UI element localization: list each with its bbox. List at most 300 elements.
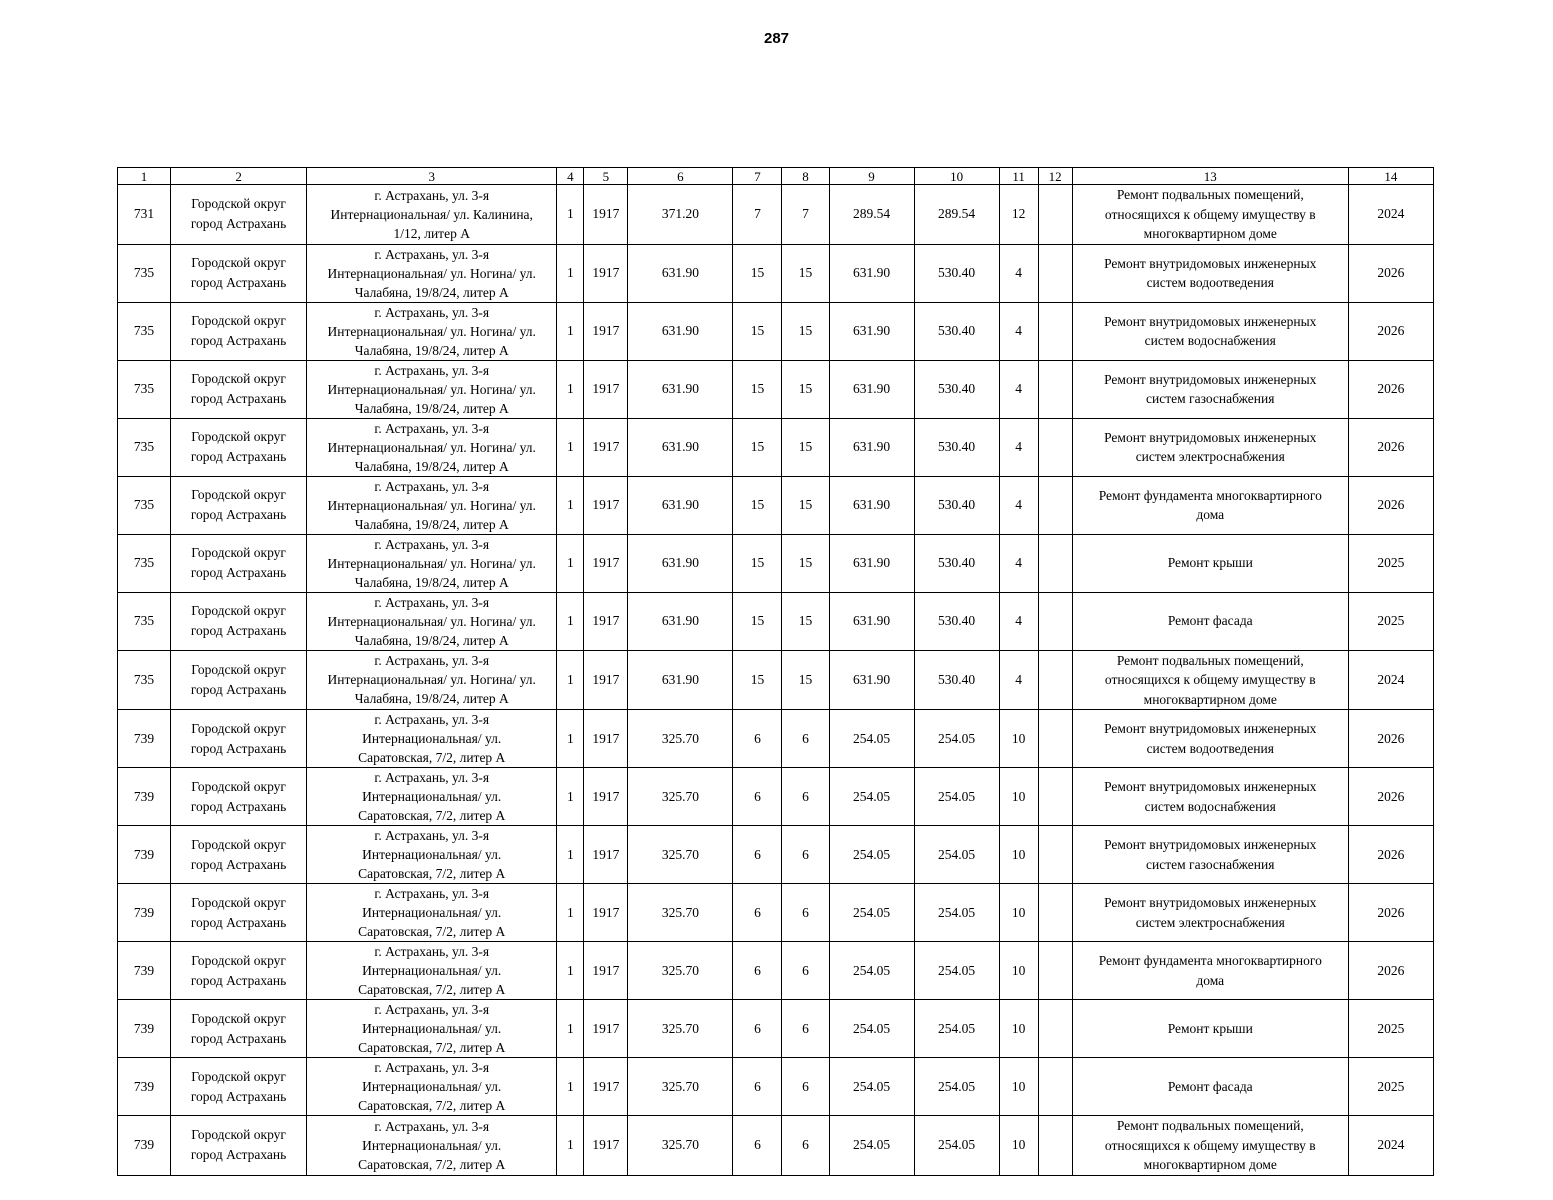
table-row bbox=[118, 1058, 1434, 1116]
cell-number: 739 bbox=[118, 768, 171, 826]
cell-text-line: Городской округ bbox=[191, 952, 286, 968]
cell-col-11: 12 bbox=[999, 185, 1038, 245]
cell-text-line: Ремонт внутридомовых инженерных bbox=[1104, 721, 1317, 736]
cell-text-line: г. Астрахань, ул. 3-я bbox=[374, 1002, 490, 1017]
cell-text-line: Городской округ bbox=[191, 1068, 286, 1084]
cell-col-10: 254.05 bbox=[914, 710, 999, 768]
cell-text-line: относящихся к общему имуществу в bbox=[1104, 206, 1316, 222]
cell-municipality bbox=[171, 1000, 307, 1058]
cell-text-line: Ремонт подвальных помещений, bbox=[1116, 652, 1304, 668]
cell-col-10: 530.40 bbox=[914, 534, 999, 592]
cell-year: 1917 bbox=[584, 476, 628, 534]
cell-text-line: систем водоотведения bbox=[1146, 740, 1274, 756]
cell-area-total: 325.70 bbox=[628, 768, 733, 826]
cell-col-8: 15 bbox=[782, 418, 829, 476]
cell-text-line: систем электроснабжения bbox=[1135, 449, 1285, 464]
cell-municipality bbox=[171, 826, 307, 884]
cell-col-7: 6 bbox=[733, 768, 782, 826]
cell-period: 2026 bbox=[1348, 302, 1433, 360]
cell-col-12 bbox=[1038, 534, 1072, 592]
cell-col-10: 254.05 bbox=[914, 884, 999, 942]
cell-text-line: 1/12, литер А bbox=[393, 225, 470, 241]
cell-col-7: 6 bbox=[733, 1000, 782, 1058]
cell-col-12 bbox=[1038, 244, 1072, 302]
cell-text-line: Ремонт внутридомовых инженерных bbox=[1104, 429, 1317, 445]
cell-area-total: 325.70 bbox=[628, 884, 733, 942]
cell-text-line: Интернациональная/ ул. Ногина/ ул. bbox=[327, 555, 536, 571]
cell-text-line: систем газоснабжения bbox=[1146, 391, 1275, 406]
cell-text-line: Чалабяна, 19/8/24, литер А bbox=[354, 458, 509, 474]
cell-work-type bbox=[1072, 884, 1348, 942]
cell-col-8: 7 bbox=[782, 185, 829, 245]
cell-text-line: Интернациональная/ ул. Калинина, bbox=[330, 206, 533, 222]
cell-year: 1917 bbox=[584, 534, 628, 592]
cell-col-11: 4 bbox=[999, 592, 1038, 650]
cell-address bbox=[307, 244, 557, 302]
cell-period: 2025 bbox=[1348, 592, 1433, 650]
cell-number: 735 bbox=[118, 302, 171, 360]
cell-text-line: дома bbox=[1196, 507, 1225, 522]
cell-col-11: 4 bbox=[999, 418, 1038, 476]
cell-text-line: город Астрахань bbox=[190, 798, 287, 814]
table-row bbox=[118, 1116, 1434, 1176]
cell-col-4: 1 bbox=[557, 650, 584, 710]
cell-text-line: Ремонт внутридомовых инженерных bbox=[1104, 779, 1317, 794]
cell-text-line: г. Астрахань, ул. 3-я bbox=[374, 1060, 490, 1075]
cell-number: 735 bbox=[118, 534, 171, 592]
cell-col-12 bbox=[1038, 768, 1072, 826]
cell-text-line: относящихся к общему имуществу в bbox=[1104, 1137, 1316, 1153]
cell-col-11: 10 bbox=[999, 1000, 1038, 1058]
cell-text-line: Интернациональная/ ул. bbox=[362, 731, 502, 746]
cell-col-9: 254.05 bbox=[829, 1058, 914, 1116]
cell-text-line: Ремонт подвальных помещений, bbox=[1116, 187, 1304, 202]
cell-col-8: 15 bbox=[782, 476, 829, 534]
cell-year: 1917 bbox=[584, 185, 628, 245]
cell-col-10: 530.40 bbox=[914, 418, 999, 476]
cell-number: 735 bbox=[118, 418, 171, 476]
cell-address bbox=[307, 418, 557, 476]
cell-text-line: Чалабяна, 19/8/24, литер А bbox=[354, 284, 509, 300]
cell-work-type bbox=[1072, 534, 1348, 592]
column-header: 9 bbox=[829, 168, 914, 185]
cell-number: 735 bbox=[118, 592, 171, 650]
cell-municipality bbox=[171, 302, 307, 360]
table-row bbox=[118, 942, 1434, 1000]
cell-col-11: 4 bbox=[999, 302, 1038, 360]
cell-text-line: г. Астрахань, ул. 3-я bbox=[374, 944, 490, 959]
cell-period: 2026 bbox=[1348, 244, 1433, 302]
cell-address bbox=[307, 942, 557, 1000]
cell-text-line: Городской округ bbox=[191, 487, 286, 502]
cell-area-total: 631.90 bbox=[628, 476, 733, 534]
cell-period: 2025 bbox=[1348, 1000, 1433, 1058]
cell-year: 1917 bbox=[584, 826, 628, 884]
cell-text-line: Интернациональная/ ул. bbox=[362, 1021, 502, 1036]
cell-col-10: 530.40 bbox=[914, 476, 999, 534]
cell-text-line: относящихся к общему имуществу в bbox=[1104, 672, 1316, 687]
cell-col-8: 6 bbox=[782, 768, 829, 826]
cell-col-4: 1 bbox=[557, 185, 584, 245]
cell-col-11: 4 bbox=[999, 360, 1038, 418]
cell-col-7: 6 bbox=[733, 710, 782, 768]
cell-address bbox=[307, 476, 557, 534]
cell-number: 735 bbox=[118, 650, 171, 710]
cell-municipality bbox=[171, 768, 307, 826]
cell-work-type bbox=[1072, 710, 1348, 768]
cell-work-type bbox=[1072, 1058, 1348, 1116]
cell-work-type bbox=[1072, 185, 1348, 245]
cell-text-line: Ремонт внутридомовых инженерных bbox=[1104, 837, 1317, 852]
cell-col-7: 15 bbox=[733, 302, 782, 360]
cell-col-8: 6 bbox=[782, 1058, 829, 1116]
cell-municipality bbox=[171, 942, 307, 1000]
cell-municipality bbox=[171, 476, 307, 534]
cell-col-4: 1 bbox=[557, 942, 584, 1000]
cell-area-total: 325.70 bbox=[628, 826, 733, 884]
cell-col-9: 631.90 bbox=[829, 244, 914, 302]
cell-municipality bbox=[171, 1116, 307, 1176]
cell-text-line: город Астрахань bbox=[190, 333, 287, 348]
cell-col-7: 15 bbox=[733, 360, 782, 418]
cell-text-line: Интернациональная/ ул. bbox=[362, 1079, 502, 1094]
cell-text-line: Городской округ bbox=[191, 1010, 286, 1026]
cell-year: 1917 bbox=[584, 710, 628, 768]
cell-municipality bbox=[171, 1058, 307, 1116]
cell-text-line: г. Астрахань, ул. 3-я bbox=[374, 420, 490, 436]
cell-text-line: г. Астрахань, ул. 3-я bbox=[374, 362, 490, 378]
cell-municipality bbox=[171, 185, 307, 245]
cell-col-11: 4 bbox=[999, 476, 1038, 534]
cell-year: 1917 bbox=[584, 650, 628, 710]
column-header: 2 bbox=[171, 168, 307, 185]
cell-col-8: 6 bbox=[782, 884, 829, 942]
table-row bbox=[118, 360, 1434, 418]
cell-address bbox=[307, 884, 557, 942]
cell-period: 2026 bbox=[1348, 360, 1433, 418]
cell-address bbox=[307, 826, 557, 884]
cell-period: 2026 bbox=[1348, 418, 1433, 476]
cell-col-8: 15 bbox=[782, 244, 829, 302]
cell-year: 1917 bbox=[584, 592, 628, 650]
column-header: 5 bbox=[584, 168, 628, 185]
cell-text-line: г. Астрахань, ул. 3-я bbox=[374, 304, 490, 320]
cell-col-12 bbox=[1038, 302, 1072, 360]
cell-col-7: 15 bbox=[733, 650, 782, 710]
cell-col-4: 1 bbox=[557, 884, 584, 942]
cell-col-8: 15 bbox=[782, 302, 829, 360]
cell-text-line: Городской округ bbox=[191, 196, 286, 212]
cell-col-7: 6 bbox=[733, 826, 782, 884]
cell-number: 739 bbox=[118, 1058, 171, 1116]
cell-area-total: 631.90 bbox=[628, 592, 733, 650]
column-header: 13 bbox=[1072, 168, 1348, 185]
cell-col-9: 631.90 bbox=[829, 592, 914, 650]
cell-col-9: 631.90 bbox=[829, 476, 914, 534]
cell-col-11: 10 bbox=[999, 1058, 1038, 1116]
cell-work-type bbox=[1072, 418, 1348, 476]
cell-col-12 bbox=[1038, 826, 1072, 884]
cell-text-line: Чалабяна, 19/8/24, литер А bbox=[354, 632, 509, 648]
cell-period: 2024 bbox=[1348, 650, 1433, 710]
cell-text-line: Городской округ bbox=[191, 255, 286, 270]
cell-text-line: Саратовская, 7/2, литер А bbox=[358, 808, 506, 823]
cell-text-line: Интернациональная/ ул. Ногина/ ул. bbox=[327, 323, 536, 339]
cell-text-line: Ремонт подвальных помещений, bbox=[1116, 1118, 1304, 1133]
cell-col-11: 4 bbox=[999, 534, 1038, 592]
column-number-row bbox=[118, 168, 1434, 185]
cell-year: 1917 bbox=[584, 768, 628, 826]
cell-work-type bbox=[1072, 592, 1348, 650]
cell-text-line: г. Астрахань, ул. 3-я bbox=[374, 594, 490, 610]
cell-year: 1917 bbox=[584, 360, 628, 418]
cell-number: 739 bbox=[118, 1000, 171, 1058]
column-header: 11 bbox=[999, 168, 1038, 185]
cell-col-9: 631.90 bbox=[829, 360, 914, 418]
cell-text-line: город Астрахань bbox=[190, 1030, 287, 1046]
cell-col-10: 254.05 bbox=[914, 1116, 999, 1176]
cell-period: 2026 bbox=[1348, 826, 1433, 884]
cell-col-9: 254.05 bbox=[829, 1116, 914, 1176]
cell-address bbox=[307, 360, 557, 418]
cell-address bbox=[307, 1116, 557, 1176]
cell-work-type bbox=[1072, 826, 1348, 884]
cell-text-line: город Астрахань bbox=[190, 972, 287, 988]
cell-text-line: Ремонт внутридомовых инженерных bbox=[1104, 895, 1317, 910]
cell-col-9: 631.90 bbox=[829, 418, 914, 476]
cell-number: 735 bbox=[118, 476, 171, 534]
cell-text-line: г. Астрахань, ул. 3-я bbox=[374, 653, 490, 669]
cell-col-12 bbox=[1038, 942, 1072, 1000]
cell-address bbox=[307, 534, 557, 592]
cell-col-10: 254.05 bbox=[914, 826, 999, 884]
cell-col-7: 15 bbox=[733, 534, 782, 592]
table-row bbox=[118, 476, 1434, 534]
cell-text-line: Ремонт внутридомовых инженерных bbox=[1104, 255, 1317, 271]
column-header: 4 bbox=[557, 168, 584, 185]
column-header: 6 bbox=[628, 168, 733, 185]
page-number: 287 bbox=[763, 30, 790, 47]
cell-number: 739 bbox=[118, 826, 171, 884]
cell-period: 2026 bbox=[1348, 768, 1433, 826]
cell-col-8: 15 bbox=[782, 592, 829, 650]
cell-area-total: 371.20 bbox=[628, 185, 733, 245]
cell-period: 2026 bbox=[1348, 884, 1433, 942]
cell-work-type bbox=[1072, 768, 1348, 826]
cell-text-line: Городской округ bbox=[191, 836, 286, 852]
cell-text-line: Интернациональная/ ул. Ногина/ ул. bbox=[327, 265, 536, 281]
cell-year: 1917 bbox=[584, 1058, 628, 1116]
table-row bbox=[118, 650, 1434, 710]
column-header: 1 bbox=[118, 168, 171, 185]
cell-col-10: 254.05 bbox=[914, 1000, 999, 1058]
cell-period: 2025 bbox=[1348, 534, 1433, 592]
cell-col-8: 6 bbox=[782, 826, 829, 884]
cell-text-line: город Астрахань bbox=[190, 856, 287, 872]
cell-text-line: г. Астрахань, ул. 3-я bbox=[374, 246, 490, 262]
cell-text-line: город Астрахань bbox=[190, 681, 287, 697]
cell-col-7: 6 bbox=[733, 884, 782, 942]
cell-municipality bbox=[171, 884, 307, 942]
cell-col-7: 15 bbox=[733, 418, 782, 476]
cell-text-line: Интернациональная/ ул. Ногина/ ул. bbox=[327, 497, 536, 513]
table-row bbox=[118, 826, 1434, 884]
cell-text-line: Чалабяна, 19/8/24, литер А bbox=[354, 691, 509, 707]
cell-col-10: 289.54 bbox=[914, 185, 999, 245]
cell-text-line: г. Астрахань, ул. 3-я bbox=[374, 187, 490, 203]
cell-col-10: 254.05 bbox=[914, 942, 999, 1000]
cell-text-line: г. Астрахань, ул. 3-я bbox=[374, 770, 490, 785]
cell-text-line: Саратовская, 7/2, литер А bbox=[358, 750, 506, 765]
cell-area-total: 325.70 bbox=[628, 942, 733, 1000]
cell-col-11: 10 bbox=[999, 942, 1038, 1000]
cell-text-line: Ремонт внутридомовых инженерных bbox=[1104, 313, 1317, 329]
column-header: 12 bbox=[1038, 168, 1072, 185]
cell-text-line: Ремонт внутридомовых инженерных bbox=[1104, 371, 1317, 387]
table-row bbox=[118, 302, 1434, 360]
cell-municipality bbox=[171, 650, 307, 710]
cell-col-9: 289.54 bbox=[829, 185, 914, 245]
cell-col-4: 1 bbox=[557, 1000, 584, 1058]
cell-area-total: 325.70 bbox=[628, 1058, 733, 1116]
cell-col-4: 1 bbox=[557, 476, 584, 534]
cell-text-line: г. Астрахань, ул. 3-я bbox=[374, 1118, 490, 1134]
cell-col-9: 254.05 bbox=[829, 942, 914, 1000]
cell-text-line: г. Астрахань, ул. 3-я bbox=[374, 828, 490, 843]
cell-text-line: многоквартирном доме bbox=[1143, 226, 1277, 241]
column-header: 8 bbox=[782, 168, 829, 185]
cell-year: 1917 bbox=[584, 418, 628, 476]
cell-year: 1917 bbox=[584, 244, 628, 302]
cell-col-8: 6 bbox=[782, 1116, 829, 1176]
cell-area-total: 325.70 bbox=[628, 1116, 733, 1176]
cell-col-9: 631.90 bbox=[829, 650, 914, 710]
cell-number: 739 bbox=[118, 884, 171, 942]
cell-col-12 bbox=[1038, 476, 1072, 534]
cell-text-line: Чалабяна, 19/8/24, литер А bbox=[354, 400, 509, 416]
cell-period: 2025 bbox=[1348, 1058, 1433, 1116]
cell-col-12 bbox=[1038, 418, 1072, 476]
cell-period: 2026 bbox=[1348, 942, 1433, 1000]
cell-year: 1917 bbox=[584, 884, 628, 942]
cell-area-total: 631.90 bbox=[628, 418, 733, 476]
cell-text-line: Интернациональная/ ул. Ногина/ ул. bbox=[327, 672, 536, 688]
cell-col-12 bbox=[1038, 1058, 1072, 1116]
cell-text-line: город Астрахань bbox=[190, 449, 287, 464]
cell-area-total: 631.90 bbox=[628, 534, 733, 592]
cell-period: 2026 bbox=[1348, 710, 1433, 768]
cell-col-12 bbox=[1038, 1000, 1072, 1058]
cell-text-line: Интернациональная/ ул. Ногина/ ул. bbox=[327, 613, 536, 629]
cell-text-line: Городской округ bbox=[191, 720, 286, 736]
cell-area-total: 631.90 bbox=[628, 302, 733, 360]
table-row bbox=[118, 592, 1434, 650]
register-table bbox=[117, 167, 1434, 1176]
cell-col-10: 530.40 bbox=[914, 244, 999, 302]
cell-text-line: Интернациональная/ ул. bbox=[362, 789, 502, 804]
cell-col-9: 254.05 bbox=[829, 768, 914, 826]
cell-text-line: город Астрахань bbox=[190, 275, 287, 290]
cell-col-4: 1 bbox=[557, 710, 584, 768]
table-row bbox=[118, 534, 1434, 592]
cell-col-8: 6 bbox=[782, 710, 829, 768]
cell-col-7: 6 bbox=[733, 1116, 782, 1176]
cell-text-line: г. Астрахань, ул. 3-я bbox=[374, 712, 490, 727]
cell-col-7: 6 bbox=[733, 1058, 782, 1116]
cell-municipality bbox=[171, 592, 307, 650]
cell-col-8: 15 bbox=[782, 534, 829, 592]
cell-text-line: Ремонт фасада bbox=[1167, 1078, 1253, 1094]
cell-col-8: 6 bbox=[782, 942, 829, 1000]
table-row bbox=[118, 768, 1434, 826]
cell-text-line: систем газоснабжения bbox=[1146, 856, 1275, 872]
cell-address bbox=[307, 185, 557, 245]
cell-text-line: Ремонт фасада bbox=[1167, 613, 1253, 629]
table-row bbox=[118, 185, 1434, 245]
cell-text-line: город Астрахань bbox=[190, 623, 287, 638]
cell-text-line: дома bbox=[1196, 972, 1225, 988]
cell-work-type bbox=[1072, 302, 1348, 360]
cell-col-11: 10 bbox=[999, 710, 1038, 768]
cell-text-line: город Астрахань bbox=[190, 1088, 287, 1104]
cell-col-8: 15 bbox=[782, 650, 829, 710]
cell-text-line: г. Астрахань, ул. 3-я bbox=[374, 886, 490, 901]
cell-text-line: Интернациональная/ ул. bbox=[362, 963, 502, 978]
table-row bbox=[118, 418, 1434, 476]
cell-text-line: город Астрахань bbox=[190, 565, 287, 580]
cell-col-4: 1 bbox=[557, 244, 584, 302]
cell-text-line: город Астрахань bbox=[190, 391, 287, 406]
cell-text-line: Городской округ bbox=[191, 429, 286, 444]
cell-text-line: город Астрахань bbox=[190, 1147, 287, 1163]
cell-municipality bbox=[171, 710, 307, 768]
cell-area-total: 325.70 bbox=[628, 710, 733, 768]
cell-number: 739 bbox=[118, 1116, 171, 1176]
table-row bbox=[118, 244, 1434, 302]
cell-col-12 bbox=[1038, 710, 1072, 768]
cell-municipality bbox=[171, 418, 307, 476]
cell-text-line: г. Астрахань, ул. 3-я bbox=[374, 478, 490, 494]
cell-col-10: 254.05 bbox=[914, 1058, 999, 1116]
cell-text-line: систем электроснабжения bbox=[1135, 914, 1285, 930]
cell-col-12 bbox=[1038, 1116, 1072, 1176]
cell-text-line: Интернациональная/ ул. Ногина/ ул. bbox=[327, 439, 536, 455]
cell-year: 1917 bbox=[584, 942, 628, 1000]
cell-text-line: Саратовская, 7/2, литер А bbox=[358, 1156, 506, 1172]
column-header: 3 bbox=[307, 168, 557, 185]
cell-year: 1917 bbox=[584, 302, 628, 360]
cell-number: 735 bbox=[118, 360, 171, 418]
cell-text-line: систем водоснабжения bbox=[1144, 798, 1276, 814]
cell-work-type bbox=[1072, 1116, 1348, 1176]
cell-col-11: 4 bbox=[999, 244, 1038, 302]
cell-col-12 bbox=[1038, 650, 1072, 710]
cell-address bbox=[307, 1058, 557, 1116]
cell-col-9: 254.05 bbox=[829, 884, 914, 942]
cell-year: 1917 bbox=[584, 1000, 628, 1058]
cell-col-4: 1 bbox=[557, 534, 584, 592]
cell-text-line: Городской округ bbox=[191, 894, 286, 910]
cell-text-line: систем водоснабжения bbox=[1144, 333, 1276, 348]
cell-text-line: город Астрахань bbox=[190, 507, 287, 522]
cell-address bbox=[307, 302, 557, 360]
cell-col-8: 6 bbox=[782, 1000, 829, 1058]
cell-area-total: 631.90 bbox=[628, 360, 733, 418]
cell-address bbox=[307, 768, 557, 826]
cell-col-9: 254.05 bbox=[829, 1000, 914, 1058]
cell-col-10: 530.40 bbox=[914, 360, 999, 418]
cell-text-line: Городской округ bbox=[191, 313, 286, 328]
